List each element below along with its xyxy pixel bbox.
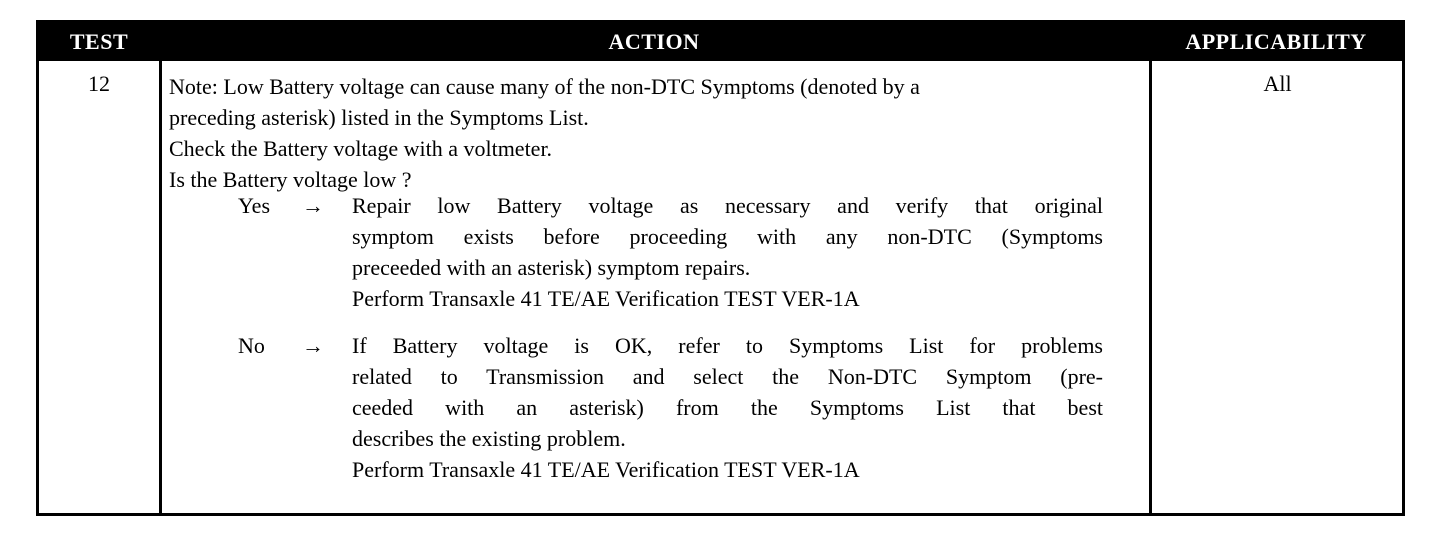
yes-text — [352, 190, 1103, 314]
right-arrow-icon: → — [302, 193, 324, 218]
right-arrow-icon: → — [302, 333, 324, 358]
note-line: Note: Low Battery voltage can cause many of the non-DTC Symptoms (denoted by a — [169, 74, 920, 99]
table-header — [39, 23, 1402, 61]
yes-label: Yes — [238, 193, 271, 218]
no-line: describes the existing problem. — [352, 426, 626, 451]
no-label: No — [238, 333, 265, 358]
note-line: Is the Battery voltage low ? — [169, 167, 412, 192]
header-applicability: APPLICABILITY — [1185, 29, 1367, 54]
no-line: ceeded with an asterisk) from the Symptoms List that best — [352, 395, 1103, 420]
note-line: preceding asterisk) listed in the Symptoms List. — [169, 105, 589, 130]
no-text — [352, 330, 1103, 485]
yes-line: Repair low Battery voltage as necessary and verify that original — [352, 193, 1103, 218]
no-line: If Battery voltage is OK, refer to Symptoms List for problems — [352, 333, 1103, 358]
note-line: Check the Battery voltage with a voltmeter. — [169, 136, 553, 161]
no-line: Perform Transaxle 41 TE/AE Verification TEST VER-1A — [352, 457, 860, 482]
no-line: related to Transmission and select the Non-DTC Symptom (pre- — [352, 364, 1103, 389]
column-divider — [159, 61, 162, 513]
header-action: ACTION — [608, 29, 700, 54]
test-number: 12 — [88, 71, 110, 96]
applicability-value: All — [1263, 71, 1292, 96]
column-divider — [1149, 61, 1152, 513]
yes-line: Perform Transaxle 41 TE/AE Verification TEST VER-1A — [352, 286, 860, 311]
action-note — [169, 71, 1144, 195]
header-test: TEST — [69, 29, 129, 54]
yes-line: symptom exists before proceeding with any non-DTC (Symptoms — [352, 224, 1103, 249]
yes-line: preceeded with an asterisk) symptom repairs. — [352, 255, 751, 280]
